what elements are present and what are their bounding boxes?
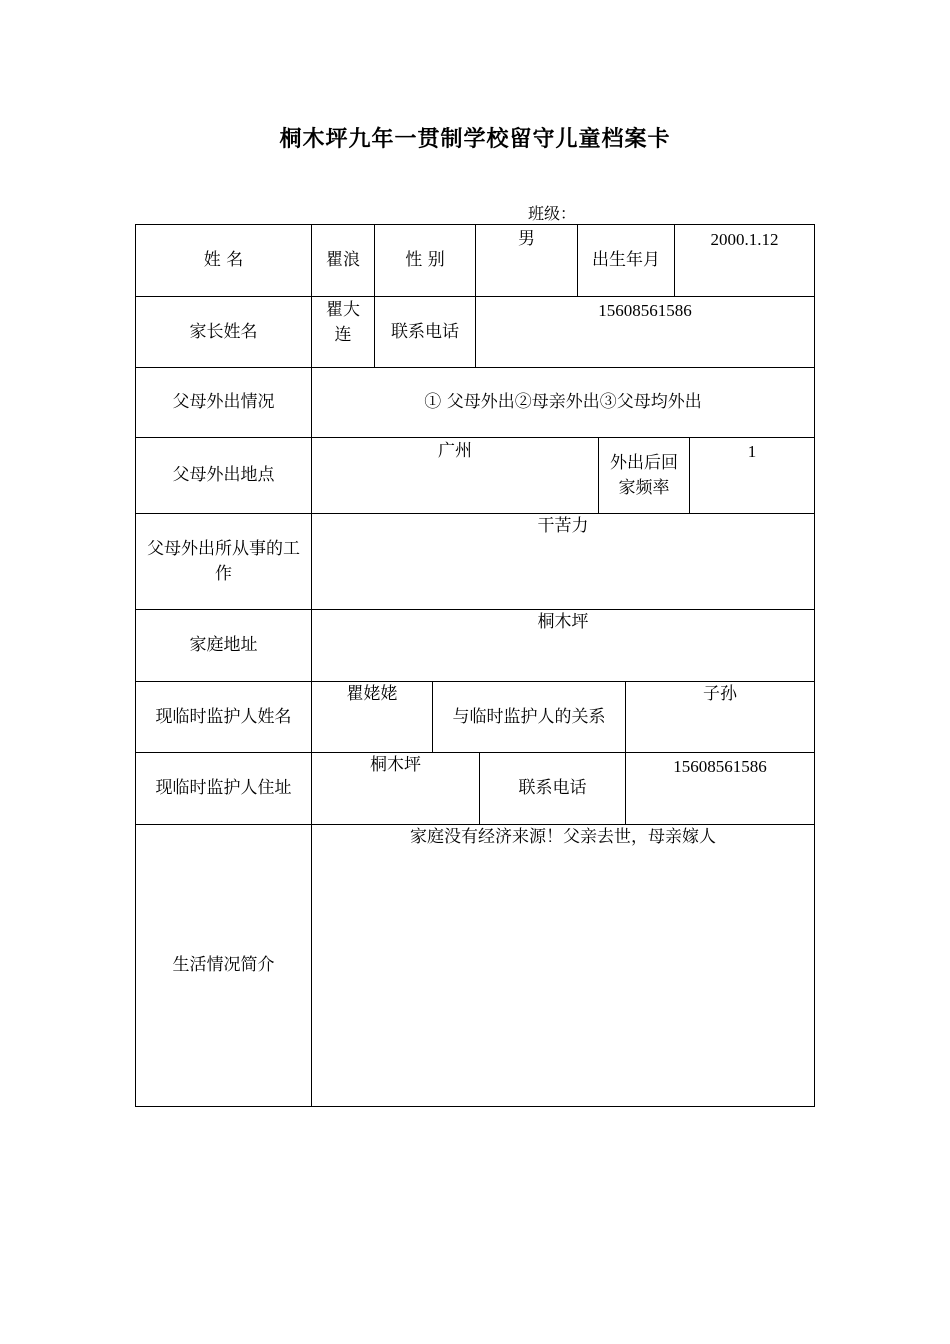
- life-summary-label: 生活情况简介: [172, 955, 275, 975]
- guardian-phone-label: 联系电话: [518, 778, 587, 798]
- parents-job-label: 父母外出所从事的工作: [147, 538, 300, 584]
- away-location-label: 父母外出地点: [172, 465, 275, 485]
- guardian-address-value: 桐木坪: [370, 755, 421, 775]
- birth-value: 2000.1.12: [710, 230, 779, 249]
- guardian-name-value: 瞿姥姥: [346, 684, 398, 704]
- gender-value: 男: [518, 229, 535, 249]
- life-summary-value: 家庭没有经济来源！父亲去世，母亲嫁人: [410, 827, 716, 847]
- guardian-relation-value: 子孙: [703, 684, 737, 704]
- parents-job-value: 干苦力: [537, 516, 589, 536]
- guardian-address-label: 现临时监护人住址: [155, 778, 292, 798]
- away-location-value: 广州: [438, 441, 472, 461]
- guardian-relation-label: 与临时监护人的关系: [452, 706, 606, 727]
- page-title: 桐木坪九年一贯制学校留守儿童档案卡: [279, 126, 671, 152]
- name-value: 瞿浪: [326, 250, 360, 270]
- return-frequency-label: 外出后回家频率: [610, 452, 678, 498]
- return-frequency-value: 1: [747, 442, 757, 461]
- guardian-phone-value: 15608561586: [673, 757, 767, 776]
- home-address-label: 家庭地址: [189, 635, 258, 655]
- birth-label: 出生年月: [592, 250, 660, 270]
- guardian-name-label: 现临时监护人姓名: [155, 706, 292, 727]
- parents-away-label: 父母外出情况: [172, 392, 275, 412]
- gender-label: 性 别: [405, 250, 445, 270]
- name-label: 姓 名: [203, 250, 244, 270]
- parent-name-label: 家长姓名: [189, 321, 258, 342]
- parent-phone-value: 15608561586: [598, 301, 692, 320]
- parents-away-options: ① 父母外出②母亲外出③父母均外出: [424, 392, 702, 412]
- parent-name-value: 瞿大连: [326, 300, 360, 345]
- home-address-value: 桐木坪: [537, 612, 589, 632]
- class-label: 班级：: [528, 204, 577, 223]
- parent-phone-label: 联系电话: [391, 321, 459, 342]
